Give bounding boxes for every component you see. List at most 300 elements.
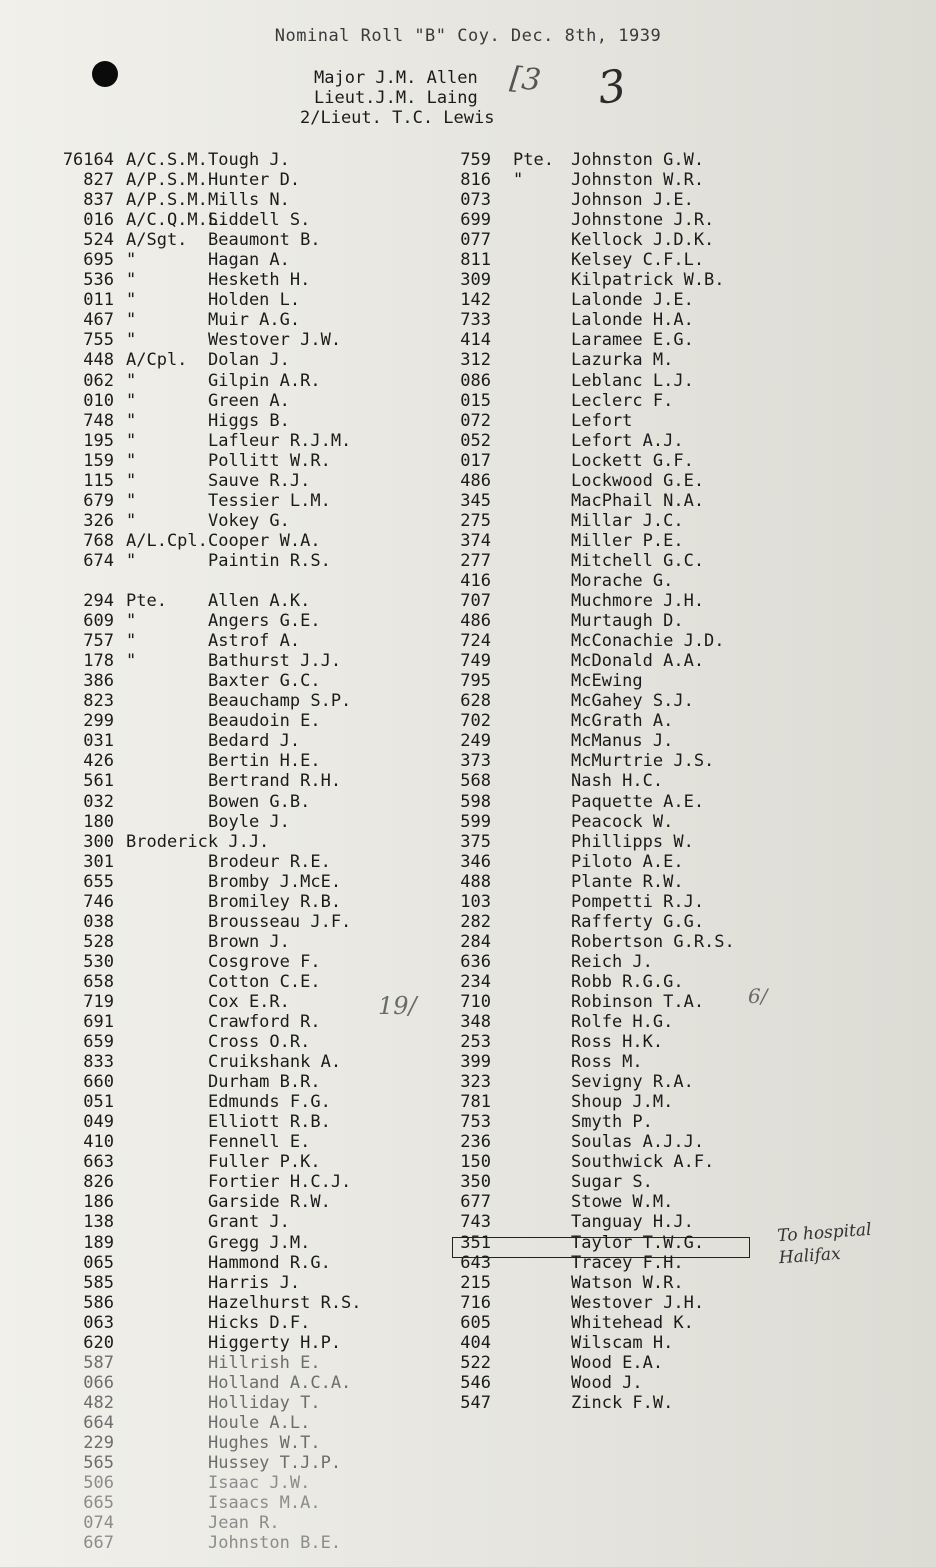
service-number: 011 bbox=[83, 290, 114, 311]
soldier-name: Hunter D. bbox=[208, 170, 301, 191]
soldier-name: Smyth P. bbox=[571, 1112, 653, 1133]
rank: " bbox=[126, 510, 137, 531]
service-number: 150 bbox=[460, 1152, 491, 1173]
service-number: 049 bbox=[83, 1112, 114, 1133]
service-number: 032 bbox=[83, 791, 114, 812]
service-number: 073 bbox=[460, 190, 491, 211]
service-number: 833 bbox=[83, 1052, 114, 1073]
service-number: 655 bbox=[83, 871, 114, 892]
soldier-name: Millar J.C. bbox=[571, 510, 684, 531]
soldier-name: Boyle J. bbox=[208, 811, 290, 832]
soldier-name: Cox E.R. bbox=[208, 991, 290, 1012]
service-number: 373 bbox=[460, 751, 491, 772]
soldier-name: Holliday T. bbox=[208, 1392, 321, 1413]
soldier-name: Bedard J. bbox=[208, 731, 301, 752]
soldier-name: Southwick A.F. bbox=[571, 1152, 715, 1173]
service-number: 753 bbox=[460, 1112, 491, 1133]
service-number: 426 bbox=[83, 751, 114, 772]
service-number: 587 bbox=[83, 1352, 114, 1373]
service-number: 326 bbox=[83, 510, 114, 531]
service-number: 180 bbox=[83, 811, 114, 832]
soldier-name: Pompetti R.J. bbox=[571, 891, 705, 912]
soldier-name: Holden L. bbox=[208, 290, 301, 311]
service-number: 404 bbox=[460, 1332, 491, 1353]
soldier-name: Laramee E.G. bbox=[571, 330, 694, 351]
service-number: 159 bbox=[83, 450, 114, 471]
rank: A/C.S.M. bbox=[126, 150, 208, 170]
service-number: 695 bbox=[83, 250, 114, 271]
soldier-name: Hillrish E. bbox=[208, 1352, 321, 1373]
soldier-name: Fennell E. bbox=[208, 1132, 311, 1153]
soldier-name: Murtaugh D. bbox=[571, 611, 684, 632]
rank: " bbox=[126, 390, 137, 411]
service-number: 062 bbox=[83, 370, 114, 391]
soldier-name: Harris J. bbox=[208, 1272, 301, 1293]
rank: " bbox=[126, 651, 137, 672]
soldier-name: Leclerc F. bbox=[571, 390, 674, 411]
rank: " bbox=[126, 370, 137, 391]
service-number: 284 bbox=[460, 931, 491, 952]
service-number: 827 bbox=[83, 170, 114, 191]
officer-major: Major J.M. Allen bbox=[314, 68, 478, 88]
service-number: 063 bbox=[83, 1312, 114, 1333]
handwritten-page-number: 3 bbox=[594, 60, 630, 115]
service-number: 643 bbox=[460, 1252, 491, 1273]
service-number: 724 bbox=[460, 631, 491, 652]
service-number: 482 bbox=[83, 1392, 114, 1413]
soldier-name: Muchmore J.H. bbox=[571, 591, 705, 612]
service-number: 598 bbox=[460, 791, 491, 812]
service-number: 077 bbox=[460, 230, 491, 251]
service-number: 749 bbox=[460, 651, 491, 672]
service-number: 236 bbox=[460, 1132, 491, 1153]
soldier-name: Robertson G.R.S. bbox=[571, 931, 735, 952]
service-number: 010 bbox=[83, 390, 114, 411]
soldier-name: Tracey F.H. bbox=[571, 1252, 684, 1273]
rank: A/P.S.M. bbox=[126, 170, 208, 191]
service-number: 716 bbox=[460, 1292, 491, 1313]
soldier-name: Baxter G.C. bbox=[208, 671, 321, 692]
soldier-name: Hammond R.G. bbox=[208, 1252, 331, 1273]
soldier-name: Beaudoin E. bbox=[208, 711, 321, 732]
service-number: 115 bbox=[83, 470, 114, 491]
soldier-name: Tessier L.M. bbox=[208, 490, 331, 511]
rank: " bbox=[126, 330, 137, 351]
soldier-name: Tough J. bbox=[208, 150, 290, 170]
soldier-name: Ross M. bbox=[571, 1052, 643, 1073]
soldier-name: Green A. bbox=[208, 390, 290, 411]
service-number: 103 bbox=[460, 891, 491, 912]
soldier-name: Dolan J. bbox=[208, 350, 290, 371]
boxed-entry-highlight bbox=[452, 1237, 750, 1258]
service-number: 416 bbox=[460, 570, 491, 591]
soldier-name: Johnson J.E. bbox=[571, 190, 694, 211]
service-number: 667 bbox=[83, 1533, 114, 1554]
soldier-name: Rafferty G.G. bbox=[571, 911, 705, 932]
service-number: 702 bbox=[460, 711, 491, 732]
service-number: 677 bbox=[460, 1192, 491, 1213]
service-number: 536 bbox=[83, 270, 114, 291]
service-number: 663 bbox=[83, 1152, 114, 1173]
soldier-name: Sevigny R.A. bbox=[571, 1072, 694, 1093]
service-number: 253 bbox=[460, 1032, 491, 1053]
soldier-name: Morache G. bbox=[571, 570, 674, 591]
service-number: 414 bbox=[460, 330, 491, 351]
soldier-name: Jean R. bbox=[208, 1513, 280, 1534]
service-number: 620 bbox=[83, 1332, 114, 1353]
soldier-name: Beauchamp S.P. bbox=[208, 691, 352, 712]
soldier-name: Hussey T.J.P. bbox=[208, 1453, 342, 1474]
soldier-name: Miller P.E. bbox=[571, 530, 684, 551]
service-number: 707 bbox=[460, 591, 491, 612]
rank: " bbox=[513, 170, 524, 191]
soldier-name: Johnston B.E. bbox=[208, 1533, 342, 1554]
rank: A/L.Cpl. bbox=[126, 530, 208, 551]
soldier-name: Gilpin A.R. bbox=[208, 370, 321, 391]
soldier-name: Zinck F.W. bbox=[571, 1392, 674, 1413]
soldier-name: Garside R.W. bbox=[208, 1192, 331, 1213]
service-number: 522 bbox=[460, 1352, 491, 1373]
soldier-name: Wilscam H. bbox=[571, 1332, 674, 1353]
soldier-name: Brousseau J.F. bbox=[208, 911, 352, 932]
soldier-name: Houle A.L. bbox=[208, 1412, 311, 1433]
soldier-name: Bowen G.B. bbox=[208, 791, 311, 812]
punch-hole bbox=[92, 61, 118, 87]
soldier-name: Elliott R.B. bbox=[208, 1112, 331, 1133]
soldier-name: Rolfe H.G. bbox=[571, 1012, 674, 1033]
soldier-name: Lafleur R.J.M. bbox=[208, 430, 352, 451]
soldier-name: Wood E.A. bbox=[571, 1352, 664, 1373]
service-number: 138 bbox=[83, 1212, 114, 1233]
service-number: 016 bbox=[83, 210, 114, 231]
rank: " bbox=[126, 631, 137, 652]
soldier-name: McDonald A.A. bbox=[571, 651, 705, 672]
service-number: 757 bbox=[83, 631, 114, 652]
service-number: 609 bbox=[83, 611, 114, 632]
service-number: 746 bbox=[83, 891, 114, 912]
rank: " bbox=[126, 430, 137, 451]
service-number: 186 bbox=[83, 1192, 114, 1213]
service-number: 282 bbox=[460, 911, 491, 932]
service-number: 699 bbox=[460, 210, 491, 231]
soldier-name: Fuller P.K. bbox=[208, 1152, 321, 1173]
service-number: 346 bbox=[460, 851, 491, 872]
service-number: 816 bbox=[460, 170, 491, 191]
service-number: 178 bbox=[83, 651, 114, 672]
service-number: 565 bbox=[83, 1453, 114, 1474]
service-number: 467 bbox=[83, 310, 114, 331]
soldier-name: Beaumont B. bbox=[208, 230, 321, 251]
soldier-name: Watson W.R. bbox=[571, 1272, 684, 1293]
soldier-name: Lockwood G.E. bbox=[571, 470, 705, 491]
service-number: 215 bbox=[460, 1272, 491, 1293]
soldier-name: Kellock J.D.K. bbox=[571, 230, 715, 251]
handwritten-tick-right: 6/ bbox=[748, 984, 768, 1008]
service-number: 76164 bbox=[62, 150, 114, 170]
service-number: 755 bbox=[83, 330, 114, 351]
service-number: 658 bbox=[83, 971, 114, 992]
soldier-name: Hagan A. bbox=[208, 250, 290, 271]
service-number: 837 bbox=[83, 190, 114, 211]
soldier-name: Johnston G.W. bbox=[571, 150, 705, 170]
soldier-name: McManus J. bbox=[571, 731, 674, 752]
service-number: 299 bbox=[83, 711, 114, 732]
service-number: 659 bbox=[83, 1032, 114, 1053]
service-number: 229 bbox=[83, 1433, 114, 1453]
rank: A/P.S.M. bbox=[126, 190, 208, 211]
soldier-name: Stowe W.M. bbox=[571, 1192, 674, 1213]
rank: Broderick J.J. bbox=[126, 831, 270, 852]
soldier-name: Higgs B. bbox=[208, 410, 290, 431]
soldier-name: Taylor T.W.G. bbox=[571, 1232, 705, 1253]
soldier-name: Lalonde H.A. bbox=[571, 310, 694, 331]
soldier-name: Mills N. bbox=[208, 190, 290, 211]
service-number: 350 bbox=[460, 1172, 491, 1193]
soldier-name: Lockett G.F. bbox=[571, 450, 694, 471]
service-number: 586 bbox=[83, 1292, 114, 1313]
service-number: 561 bbox=[83, 771, 114, 792]
service-number: 312 bbox=[460, 350, 491, 371]
handwritten-tick-left: 19/ bbox=[378, 992, 417, 1020]
service-number: 506 bbox=[83, 1473, 114, 1494]
service-number: 323 bbox=[460, 1072, 491, 1093]
soldier-name: Lefort A.J. bbox=[571, 430, 684, 451]
service-number: 679 bbox=[83, 490, 114, 511]
rank: Pte. bbox=[126, 591, 167, 612]
rank: " bbox=[126, 270, 137, 291]
service-number: 665 bbox=[83, 1493, 114, 1514]
service-number: 664 bbox=[83, 1412, 114, 1433]
soldier-name: Bertin H.E. bbox=[208, 751, 321, 772]
soldier-name: Gregg J.M. bbox=[208, 1232, 311, 1253]
soldier-name: Kilpatrick W.B. bbox=[571, 270, 725, 291]
soldier-name: Westover J.H. bbox=[571, 1292, 705, 1313]
service-number: 486 bbox=[460, 470, 491, 491]
service-number: 351 bbox=[460, 1232, 491, 1253]
service-number: 628 bbox=[460, 691, 491, 712]
soldier-name: MacPhail N.A. bbox=[571, 490, 705, 511]
soldier-name: Fortier H.C.J. bbox=[208, 1172, 352, 1193]
soldier-name: Whitehead K. bbox=[571, 1312, 694, 1333]
service-number: 585 bbox=[83, 1272, 114, 1293]
service-number: 568 bbox=[460, 771, 491, 792]
soldier-name: Hesketh H. bbox=[208, 270, 311, 291]
service-number: 301 bbox=[83, 851, 114, 872]
service-number: 781 bbox=[460, 1092, 491, 1113]
soldier-name: McGrath A. bbox=[571, 711, 674, 732]
rank: " bbox=[126, 550, 137, 571]
soldier-name: Muir A.G. bbox=[208, 310, 301, 331]
soldier-name: Wood J. bbox=[571, 1372, 643, 1393]
soldier-name: Grant J. bbox=[208, 1212, 290, 1233]
soldier-name: Pollitt W.R. bbox=[208, 450, 331, 471]
service-number: 546 bbox=[460, 1372, 491, 1393]
soldier-name: McEwing bbox=[571, 671, 643, 692]
rank: A/C.Q.M.S. bbox=[126, 210, 229, 231]
soldier-name: Cruikshank A. bbox=[208, 1052, 342, 1073]
service-number: 674 bbox=[83, 550, 114, 571]
soldier-name: Vokey G. bbox=[208, 510, 290, 531]
soldier-name: Cosgrove F. bbox=[208, 951, 321, 972]
soldier-name: Soulas A.J.J. bbox=[571, 1132, 705, 1153]
service-number: 195 bbox=[83, 430, 114, 451]
service-number: 410 bbox=[83, 1132, 114, 1153]
service-number: 309 bbox=[460, 270, 491, 291]
soldier-name: Cross O.R. bbox=[208, 1032, 311, 1053]
soldier-name: Holland A.C.A. bbox=[208, 1372, 352, 1393]
service-number: 072 bbox=[460, 410, 491, 431]
soldier-name: Cotton C.E. bbox=[208, 971, 321, 992]
soldier-name: Piloto A.E. bbox=[571, 851, 684, 872]
rank: Pte. bbox=[513, 150, 554, 170]
service-number: 051 bbox=[83, 1092, 114, 1113]
soldier-name: Leblanc L.J. bbox=[571, 370, 694, 391]
service-number: 249 bbox=[460, 731, 491, 752]
soldier-name: Durham B.R. bbox=[208, 1072, 321, 1093]
service-number: 277 bbox=[460, 550, 491, 571]
service-number: 636 bbox=[460, 951, 491, 972]
soldier-name: Johnston W.R. bbox=[571, 170, 705, 191]
rank: A/Sgt. bbox=[126, 230, 188, 251]
soldier-name: Brodeur R.E. bbox=[208, 851, 331, 872]
soldier-name: Liddell S. bbox=[208, 210, 311, 231]
soldier-name: Nash H.C. bbox=[571, 771, 664, 792]
service-number: 748 bbox=[83, 410, 114, 431]
soldier-name: Lefort bbox=[571, 410, 633, 431]
soldier-name: Sugar S. bbox=[571, 1172, 653, 1193]
rank: " bbox=[126, 310, 137, 331]
soldier-name: Allen A.K. bbox=[208, 591, 311, 612]
service-number: 795 bbox=[460, 671, 491, 692]
soldier-name: McMurtrie J.S. bbox=[571, 751, 715, 772]
service-number: 826 bbox=[83, 1172, 114, 1193]
soldier-name: Johnstone J.R. bbox=[571, 210, 715, 231]
soldier-name: Phillipps W. bbox=[571, 831, 694, 852]
rank: " bbox=[126, 490, 137, 511]
service-number: 189 bbox=[83, 1232, 114, 1253]
soldier-name: Robb R.G.G. bbox=[571, 971, 684, 992]
soldier-name: Edmunds F.G. bbox=[208, 1092, 331, 1113]
soldier-name: Isaacs M.A. bbox=[208, 1493, 321, 1514]
soldier-name: Angers G.E. bbox=[208, 611, 321, 632]
service-number: 811 bbox=[460, 250, 491, 271]
soldier-name: Isaac J.W. bbox=[208, 1473, 311, 1494]
soldier-name: Sauve R.J. bbox=[208, 470, 311, 491]
service-number: 065 bbox=[83, 1252, 114, 1273]
soldier-name: McGahey S.J. bbox=[571, 691, 694, 712]
handwritten-bracket-mark: [3 bbox=[508, 60, 543, 99]
soldier-name: Bromiley R.B. bbox=[208, 891, 342, 912]
service-number: 759 bbox=[460, 150, 491, 170]
soldier-name: Shoup J.M. bbox=[571, 1092, 674, 1113]
soldier-name: Peacock W. bbox=[571, 811, 674, 832]
service-number: 374 bbox=[460, 530, 491, 551]
service-number: 017 bbox=[460, 450, 491, 471]
service-number: 823 bbox=[83, 691, 114, 712]
service-number: 488 bbox=[460, 871, 491, 892]
service-number: 691 bbox=[83, 1012, 114, 1033]
soldier-name: Bertrand R.H. bbox=[208, 771, 342, 792]
officer-2nd-lieut: 2/Lieut. T.C. Lewis bbox=[300, 108, 495, 128]
rank: A/Cpl. bbox=[126, 350, 188, 371]
service-number: 031 bbox=[83, 731, 114, 752]
soldier-name: Lalonde J.E. bbox=[571, 290, 694, 311]
soldier-name: Ross H.K. bbox=[571, 1032, 664, 1053]
soldier-name: Bromby J.McE. bbox=[208, 871, 342, 892]
soldier-name: Hughes W.T. bbox=[208, 1433, 321, 1453]
soldier-name: Hicks D.F. bbox=[208, 1312, 311, 1333]
officers-block bbox=[300, 68, 494, 128]
service-number: 234 bbox=[460, 971, 491, 992]
service-number: 386 bbox=[83, 671, 114, 692]
rank: " bbox=[126, 290, 137, 311]
rank: " bbox=[126, 410, 137, 431]
soldier-name: Bathurst J.J. bbox=[208, 651, 342, 672]
service-number: 300 bbox=[83, 831, 114, 852]
rank: " bbox=[126, 450, 137, 471]
soldier-name: Paintin R.S. bbox=[208, 550, 331, 571]
service-number: 086 bbox=[460, 370, 491, 391]
service-number: 448 bbox=[83, 350, 114, 371]
soldier-name: Westover J.W. bbox=[208, 330, 342, 351]
service-number: 768 bbox=[83, 530, 114, 551]
soldier-name: Robinson T.A. bbox=[571, 991, 705, 1012]
soldier-name: Tanguay H.J. bbox=[571, 1212, 694, 1233]
soldier-name: Mitchell G.C. bbox=[571, 550, 705, 571]
service-number: 605 bbox=[460, 1312, 491, 1333]
soldier-name: Kelsey C.F.L. bbox=[571, 250, 705, 271]
service-number: 599 bbox=[460, 811, 491, 832]
soldier-name: Lazurka M. bbox=[571, 350, 674, 371]
rank: " bbox=[126, 470, 137, 491]
service-number: 710 bbox=[460, 991, 491, 1012]
rank: " bbox=[126, 250, 137, 271]
service-number: 066 bbox=[83, 1372, 114, 1393]
service-number: 486 bbox=[460, 611, 491, 632]
service-number: 345 bbox=[460, 490, 491, 511]
service-number: 275 bbox=[460, 510, 491, 531]
soldier-name: Hazelhurst R.S. bbox=[208, 1292, 362, 1313]
officer-lieut: Lieut.J.M. Laing bbox=[314, 88, 478, 108]
soldier-name: Plante R.W. bbox=[571, 871, 684, 892]
service-number: 052 bbox=[460, 430, 491, 451]
rank: " bbox=[126, 611, 137, 632]
service-number: 074 bbox=[83, 1513, 114, 1534]
service-number: 399 bbox=[460, 1052, 491, 1073]
service-number: 719 bbox=[83, 991, 114, 1012]
service-number: 294 bbox=[83, 591, 114, 612]
soldier-name: Higgerty H.P. bbox=[208, 1332, 342, 1353]
service-number: 348 bbox=[460, 1012, 491, 1033]
soldier-name: Crawford R. bbox=[208, 1012, 321, 1033]
service-number: 660 bbox=[83, 1072, 114, 1093]
hospital-annotation: To hospital Halifax bbox=[776, 1219, 873, 1269]
soldier-name: Reich J. bbox=[571, 951, 653, 972]
service-number: 528 bbox=[83, 931, 114, 952]
service-number: 375 bbox=[460, 831, 491, 852]
soldier-name: Brown J. bbox=[208, 931, 290, 952]
service-number: 743 bbox=[460, 1212, 491, 1233]
service-number: 530 bbox=[83, 951, 114, 972]
service-number: 547 bbox=[460, 1392, 491, 1413]
soldier-name: Astrof A. bbox=[208, 631, 301, 652]
service-number: 142 bbox=[460, 290, 491, 311]
soldier-name: McConachie J.D. bbox=[571, 631, 725, 652]
service-number: 015 bbox=[460, 390, 491, 411]
service-number: 038 bbox=[83, 911, 114, 932]
soldier-name: Cooper W.A. bbox=[208, 530, 321, 551]
page-title: Nominal Roll "B" Coy. Dec. 8th, 1939 bbox=[274, 26, 662, 46]
